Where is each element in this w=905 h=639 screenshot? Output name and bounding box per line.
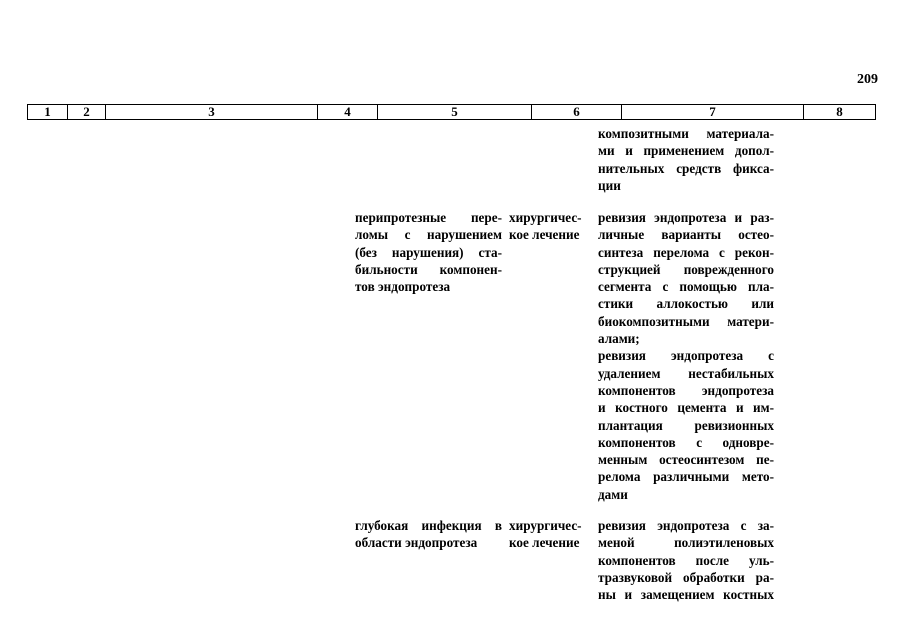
text-line: биокомпозитными матери- [598, 313, 774, 329]
text-line: области эндопротеза [355, 535, 478, 551]
continuation-treatment-method [598, 125, 774, 194]
text-line: ревизия эндопротеза с за- [598, 518, 774, 533]
text-line: ломы с нарушением [355, 227, 502, 243]
text-line: бильности компонен- [355, 261, 502, 277]
column-number-3: 3 [106, 105, 318, 119]
text-line: компонентов после уль- [598, 552, 774, 568]
text-line: глубокая инфекция в [355, 518, 502, 533]
text-line: хирургичес- [509, 518, 582, 533]
text-line: сегмента с помощью пла- [598, 279, 774, 295]
text-line: удалением нестабильных [598, 365, 774, 381]
text-line: алами; [598, 331, 640, 347]
text-line: хирургичес- [509, 210, 582, 225]
text-line: плантация ревизионных [598, 417, 774, 433]
text-line: композитными материала- [598, 126, 774, 141]
text-line: ревизия эндопротеза и раз- [598, 210, 774, 225]
text-line: тов эндопротеза [355, 279, 451, 295]
text-line: ревизия эндопротеза с [598, 348, 774, 364]
page-number: 209 [857, 72, 878, 87]
text-line: стики аллокостью или [598, 296, 774, 312]
column-number-7: 7 [622, 105, 804, 119]
text-line: нительных средств фикса- [598, 160, 774, 176]
row-1-treatment-type [509, 209, 589, 244]
text-line: (без нарушения) ста- [355, 244, 502, 260]
table-header-row [27, 104, 876, 120]
text-line: струкцией поврежденного [598, 261, 774, 277]
text-line: менным остеосинтезом пе- [598, 452, 774, 468]
text-line: компонентов эндопротеза [598, 382, 774, 398]
column-number-6: 6 [532, 105, 622, 119]
text-line: дами [598, 486, 628, 502]
text-line: кое лечение [509, 227, 580, 243]
column-number-2: 2 [68, 105, 106, 119]
text-line: релома различными мето- [598, 469, 774, 485]
text-line: тразвуковой обработки ра- [598, 569, 774, 585]
row-2-treatment-method [598, 517, 774, 603]
text-line: синтеза перелома с рекон- [598, 244, 774, 260]
text-line: ны и замещением костных [598, 587, 774, 603]
text-line: кое лечение [509, 535, 580, 551]
text-line: компонентов с одновре- [598, 434, 774, 450]
text-line: и костного цемента и им- [598, 400, 774, 416]
text-line: ции [598, 177, 621, 193]
row-1-diagnosis [355, 209, 502, 295]
text-line: ми и применением допол- [598, 143, 774, 159]
row-2-treatment-type [509, 517, 589, 552]
row-2-diagnosis [355, 517, 502, 552]
row-1-treatment-method [598, 209, 774, 503]
column-number-8: 8 [836, 104, 843, 119]
text-line: личные варианты остео- [598, 227, 774, 243]
column-number-5: 5 [378, 105, 532, 119]
text-line: меной полиэтиленовых [598, 535, 774, 551]
column-number-4: 4 [318, 105, 378, 119]
column-number-1: 1 [28, 105, 68, 119]
text-line: перипротезные пере- [355, 210, 502, 225]
